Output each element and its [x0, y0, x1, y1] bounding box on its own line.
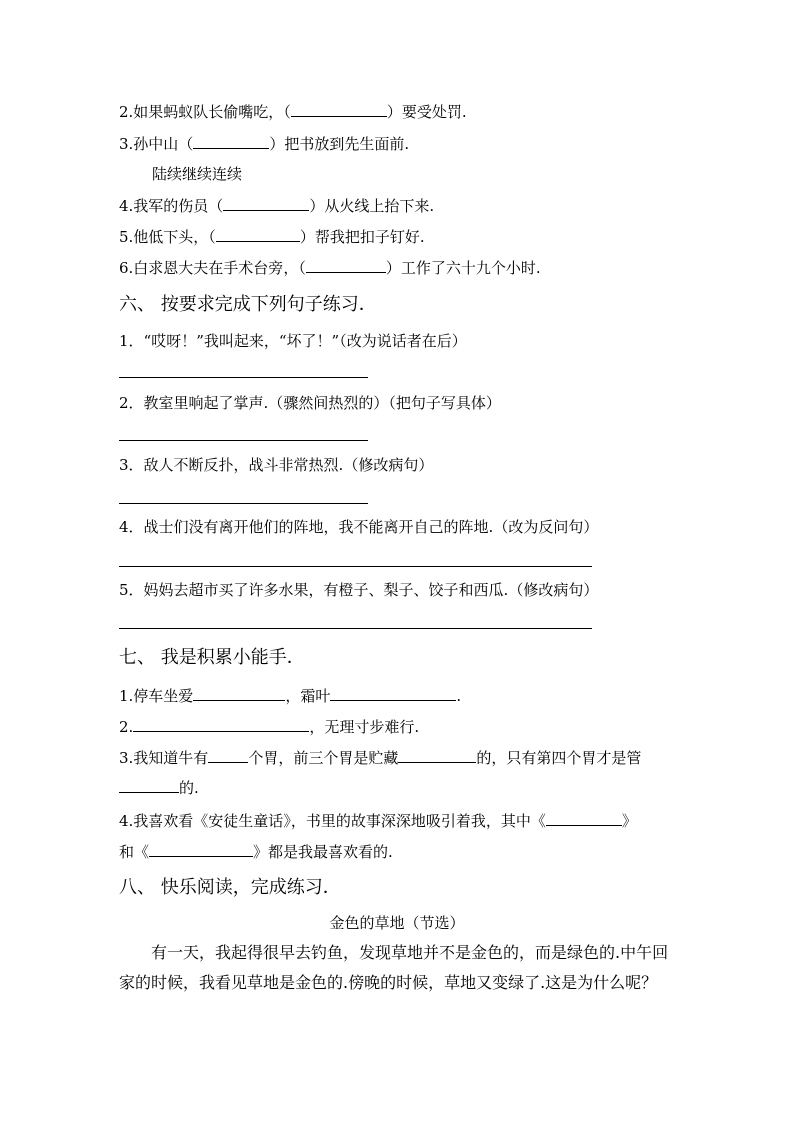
- passage-title: 金色的草地（节选）: [329, 914, 465, 932]
- question-text: 个胃，前三个胃是贮藏: [248, 749, 399, 767]
- question-text: ）要受处罚.: [386, 103, 467, 121]
- sentence-task-2: 2．教室里响起了掌声.（骤然间热烈的）（把句子写具体）: [119, 394, 501, 412]
- question-text: 2.: [119, 718, 134, 736]
- question-text: 3.我知道牛有: [119, 749, 209, 767]
- question-text: ，霜叶: [285, 687, 331, 705]
- fill-question-5: [119, 226, 425, 247]
- accumulate-question-1: [119, 685, 461, 706]
- answer-line[interactable]: [119, 440, 368, 441]
- answer-line[interactable]: [119, 628, 592, 629]
- fill-question-4: [119, 195, 434, 216]
- section-8-heading: 八、 快乐阅读，完成练习．: [119, 877, 341, 898]
- section-7-heading: 七、 我是积累小能手．: [119, 647, 305, 668]
- answer-line[interactable]: [119, 503, 368, 504]
- answer-blank[interactable]: [291, 101, 387, 117]
- answer-blank[interactable]: [398, 747, 476, 763]
- answer-blank[interactable]: [133, 716, 309, 732]
- fill-question-3: [119, 133, 409, 154]
- answer-blank[interactable]: [330, 685, 456, 701]
- question-text: 4.我军的伤员（: [119, 197, 224, 215]
- question-text: 的，只有第四个胃才是管: [476, 749, 642, 767]
- answer-blank[interactable]: [216, 226, 300, 242]
- question-text: 》: [621, 812, 637, 830]
- sentence-task-4: 4．战士们没有离开他们的阵地，我不能离开自己的阵地.（改为反问句）: [119, 518, 599, 536]
- sentence-task-3: 3．敌人不断反扑，战斗非常热烈.（修改病句）: [119, 456, 434, 474]
- answer-blank[interactable]: [223, 195, 309, 211]
- accumulate-question-4-cont: [119, 841, 393, 862]
- question-text: 和《: [119, 843, 150, 861]
- question-text: 5.他低下头，（: [119, 228, 216, 246]
- sentence-task-5: 5．妈妈去超市买了许多水果，有橙子、梨子、饺子和西瓜.（修改病句）: [119, 581, 599, 599]
- question-text: 2.如果蚂蚁队长偷嘴吃，（: [119, 103, 291, 121]
- passage-text: 有一天，我起得很早去钓鱼，发现草地并不是金色的，而是绿色的.中午回家的时候，我看见草地是金色的.傍晚的时候，草地又变绿了.这是为什么呢？: [119, 943, 669, 992]
- question-text: 的.: [179, 779, 199, 797]
- question-text: ）从火线上抬下来.: [309, 197, 435, 215]
- answer-blank[interactable]: [193, 133, 269, 149]
- question-text: ）把书放到先生面前.: [269, 135, 410, 153]
- sentence-task-1: 1．“哎呀！”我叫起来，“坏了！”（改为说话者在后）: [119, 332, 467, 350]
- question-text: 6.白求恩大夫在手术台旁，（: [119, 259, 306, 277]
- section-6-heading: 六、 按要求完成下列句子练习．: [119, 294, 377, 315]
- answer-line[interactable]: [119, 566, 592, 567]
- question-text: 》都是我最喜欢看的.: [253, 843, 393, 861]
- answer-line[interactable]: [119, 377, 368, 378]
- fill-question-2: [119, 101, 467, 122]
- question-text: ）工作了六十九个小时.: [385, 259, 541, 277]
- question-text: ）帮我把扣子钉好.: [299, 228, 425, 246]
- accumulate-question-3: [119, 747, 641, 768]
- question-text: 1.停车坐爱: [119, 687, 194, 705]
- fill-question-6: [119, 257, 541, 278]
- answer-blank[interactable]: [119, 777, 179, 793]
- question-text: 3.孙中山（: [119, 135, 194, 153]
- answer-blank[interactable]: [208, 747, 248, 763]
- accumulate-question-3-cont: [119, 777, 199, 798]
- answer-blank[interactable]: [306, 257, 386, 273]
- question-text: .: [456, 687, 462, 705]
- accumulate-question-2: [119, 716, 419, 737]
- answer-blank[interactable]: [149, 841, 253, 857]
- question-text: ，无理寸步难行.: [309, 718, 420, 736]
- accumulate-question-4: [119, 810, 637, 831]
- answer-blank[interactable]: [546, 810, 622, 826]
- answer-blank[interactable]: [193, 685, 285, 701]
- question-text: 4.我喜欢看《安徒生童话》，书里的故事深深地吸引着我，其中《: [119, 812, 546, 830]
- word-bank: 陆续继续连续: [152, 165, 243, 183]
